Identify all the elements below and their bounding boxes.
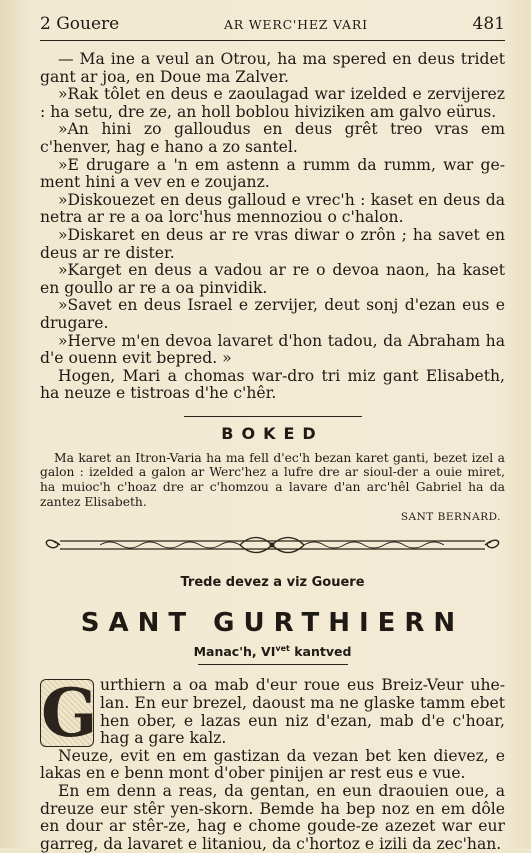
ornamental-divider xyxy=(40,533,505,557)
magnificat-text xyxy=(40,51,505,403)
saint-subtitle-end: kantved xyxy=(289,644,352,660)
divider xyxy=(198,664,348,665)
header-month: 2 Gouere xyxy=(40,14,120,34)
boked-heading: BOKED xyxy=(221,423,324,443)
boked-quote xyxy=(40,451,505,509)
boked-paragraph: Ma karet an Itron-Varia ha ma fell d'ec'h bezan karet ganti, bezet izel a galon : izelded a galon ar Werc'hez a lufre dre ar sioul-der a ouie miret, ha muioc'h c'hoaz dre ar c'homzou a lavare d'an arc'hêl Gabriel ha da zantez Elisabeth. xyxy=(40,450,505,509)
dropcap-letter: G xyxy=(41,674,98,753)
paragraph: En em denn a reas, da gentan, en eun draouien oue, a dreuze eur stêr yen-skorn. Bemde ha bep noz en em dôle en dour ar stêr-ze, hag e chome goude-ze azezet war eur garreg, da lavaret e litaniou, da c'hortoz e izili da zec'han. xyxy=(40,781,505,853)
ornament-scroll-icon xyxy=(40,533,505,557)
saint-name: SANT GURTHIERN xyxy=(80,608,465,639)
boked-signature: SANT BERNARD. xyxy=(400,511,501,524)
paragraph: »Diskaret en deus ar re vras diwar o zrôn ; ha savet en deus ar re dister. xyxy=(40,225,505,262)
saint-subtitle-sup: vet xyxy=(275,644,290,654)
paragraph: »Diskouezet en deus galloud e vrec'h : kaset en deus da netra ar re a oa lorc'hus mennoziou o c'halon. xyxy=(40,190,505,227)
running-header xyxy=(40,14,505,41)
paragraph: »E drugare a 'n em astenn a rumm da rumm, war ge-ment hini a vev en e zoujanz. xyxy=(40,155,505,192)
saint-story xyxy=(40,674,505,853)
paragraph: Hogen, Mari a chomas war-dro tri miz gant Elisabeth, ha neuze e tistroas d'he c'hêr. xyxy=(40,366,505,403)
paragraph: »Rak tôlet en deus e zaoulagad war izelded e zervijerez : ha setu, dre ze, an holl boblou hiviziken am galvo eürus. xyxy=(40,85,505,121)
story-first-paragraph xyxy=(40,674,505,753)
paragraph: »Savet en deus Israel e zervijer, deut sonj d'ezan eus e drugare. xyxy=(40,296,505,332)
divider xyxy=(184,416,362,417)
paragraph: »Herve m'en devoa lavaret d'hon tadou, da Abraham ha d'e ouenn evit bepred. » xyxy=(40,331,505,368)
saint-subtitle-main: Manac'h, VI xyxy=(193,644,276,660)
saint-subtitle xyxy=(40,644,505,659)
feast-date: Trede devez a viz Gouere xyxy=(180,575,365,591)
story-first-text: urthiern a oa mab d'eur roue eus Breiz-Veur uhe-lan. En eur brezel, daoust ma ne glaske tamm ebet hen ober, e lazas eun niz d'ezan, mab d'e c'hoar, hag a gare kalz. xyxy=(100,676,505,748)
page-number: 481 xyxy=(472,14,505,34)
paragraph: »An hini zo galloudus en deus grêt treo vras em c'henver, hag e hano a zo santel. xyxy=(40,120,505,156)
paragraph: »Karget en deus a vadou ar re o devoa naon, ha kaset en goullo ar re a oa pinvidik. xyxy=(40,261,505,297)
paragraph: Neuze, evit en em gastizan da vezan bet ken dievez, e lakas en e benn mont d'ober pinijen ar rest eus e vue. xyxy=(40,746,505,783)
header-book-title: AR WERC'HEZ VARI xyxy=(223,17,368,32)
paragraph: — Ma ine a veul an Otrou, ha ma spered en deus tridet gant ar joa, en Doue ma Zalver. xyxy=(40,50,505,86)
